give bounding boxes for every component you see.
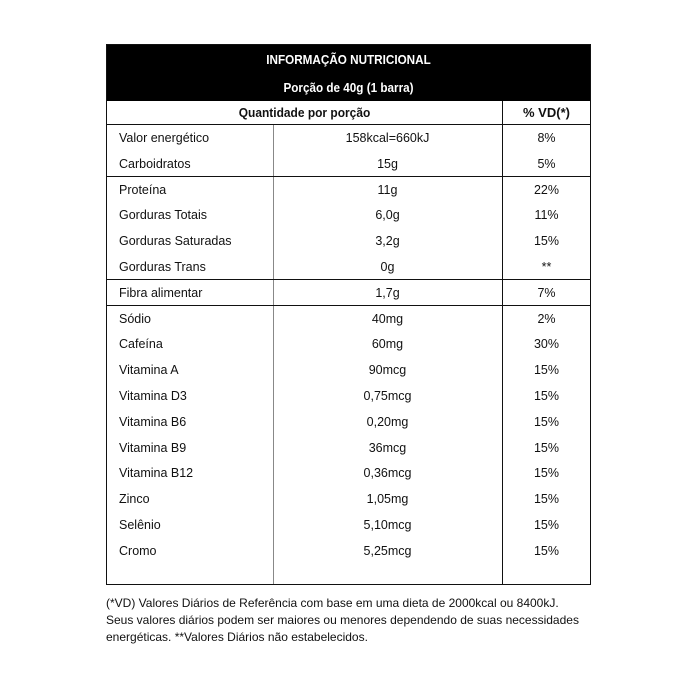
nutrient-name: Selênio xyxy=(119,517,161,532)
nutrient-amount: 15g xyxy=(377,156,398,171)
nutrient-name: Carboidratos xyxy=(119,156,191,171)
nutrient-dv: 30% xyxy=(533,337,560,352)
table-row xyxy=(107,512,590,538)
table-row xyxy=(107,151,590,177)
table-title: INFORMAÇÃO NUTRICIONAL xyxy=(266,52,431,67)
table-row xyxy=(107,254,590,280)
nutrient-amount: 60mg xyxy=(371,337,404,352)
nutrient-dv: 15% xyxy=(533,234,560,249)
nutrient-amount: 40mg xyxy=(371,311,404,326)
table-row xyxy=(107,228,590,254)
nutrient-name: Gorduras Trans xyxy=(119,259,206,274)
nutrient-dv: ** xyxy=(541,259,552,274)
nutrient-amount: 5,25mcg xyxy=(363,543,412,558)
column-header-quantity: Quantidade por porção xyxy=(238,105,371,120)
nutrient-rows xyxy=(107,125,590,564)
table-row xyxy=(107,383,590,409)
nutrient-name: Proteína xyxy=(119,182,167,197)
nutrient-dv: 7% xyxy=(537,285,556,300)
nutrient-dv: 15% xyxy=(533,466,560,481)
nutrient-name: Vitamina A xyxy=(119,363,179,378)
nutrient-name: Cafeína xyxy=(119,337,163,352)
nutrient-name: Fibra alimentar xyxy=(119,285,203,300)
nutrient-dv: 15% xyxy=(533,363,560,378)
table-row xyxy=(107,202,590,228)
nutrient-dv: 2% xyxy=(537,311,556,326)
nutrient-amount: 11g xyxy=(377,182,398,197)
footnote xyxy=(106,595,596,646)
serving-size: Porção de 40g (1 barra) xyxy=(283,80,414,95)
nutrient-dv: 11% xyxy=(534,208,559,223)
table-row xyxy=(107,177,590,203)
table-row xyxy=(107,331,590,357)
nutrient-dv: 22% xyxy=(533,182,560,197)
nutrient-name: Vitamina D3 xyxy=(119,388,187,403)
nutrient-name: Vitamina B9 xyxy=(119,440,187,455)
nutrient-name: Cromo xyxy=(119,543,157,558)
nutrition-facts-table xyxy=(106,44,591,585)
table-row xyxy=(107,357,590,383)
nutrient-amount: 0,36mcg xyxy=(363,466,412,481)
nutrient-amount: 0,20mg xyxy=(366,414,409,429)
nutrient-amount: 0g xyxy=(380,259,395,274)
nutrient-name: Vitamina B6 xyxy=(119,414,187,429)
table-header xyxy=(107,45,590,101)
nutrient-name: Zinco xyxy=(119,492,150,507)
nutrient-amount: 1,05mg xyxy=(366,492,409,507)
table-row xyxy=(107,306,590,332)
nutrient-amount: 158kcal=660kJ xyxy=(345,131,430,145)
nutrient-amount: 6,0g xyxy=(375,208,400,223)
footnote-line: energéticas. **Valores Diários não estabelecidos. xyxy=(106,630,368,644)
table-row xyxy=(107,460,590,486)
nutrient-amount: 1,7g xyxy=(375,285,400,300)
table-row xyxy=(107,486,590,512)
table-row xyxy=(107,409,590,435)
nutrient-amount: 36mcg xyxy=(368,440,407,455)
nutrient-dv: 15% xyxy=(533,414,560,429)
footnote-line: (*VD) Valores Diários de Referência com base em uma dieta de 2000kcal ou 8400kJ. xyxy=(106,596,559,610)
footnote-line: Seus valores diários podem ser maiores ou menores dependendo de suas necessidades xyxy=(106,613,579,627)
nutrient-amount: 0,75mcg xyxy=(363,388,412,403)
table-row xyxy=(107,538,590,564)
nutrient-name: Vitamina B12 xyxy=(119,466,194,481)
nutrient-amount: 90mcg xyxy=(368,363,407,378)
nutrient-dv: 5% xyxy=(537,156,556,171)
nutrient-amount: 5,10mcg xyxy=(363,517,412,532)
nutrient-dv: 15% xyxy=(533,517,560,532)
nutrient-dv: 15% xyxy=(533,388,560,403)
nutrient-dv: 15% xyxy=(533,440,560,455)
table-row xyxy=(107,125,590,151)
nutrient-name: Sódio xyxy=(119,311,151,326)
table-row xyxy=(107,280,590,306)
column-header-dv: % VD(*) xyxy=(523,105,570,120)
nutrient-name: Gorduras Totais xyxy=(119,208,208,223)
nutrient-name: Gorduras Saturadas xyxy=(119,234,232,249)
column-headers xyxy=(107,101,590,125)
nutrient-amount: 3,2g xyxy=(375,234,400,249)
nutrient-dv: 15% xyxy=(533,492,560,507)
table-row xyxy=(107,435,590,461)
nutrient-dv: 8% xyxy=(537,131,556,145)
nutrient-dv: 15% xyxy=(533,543,560,558)
nutrient-name: Valor energético xyxy=(119,131,210,145)
